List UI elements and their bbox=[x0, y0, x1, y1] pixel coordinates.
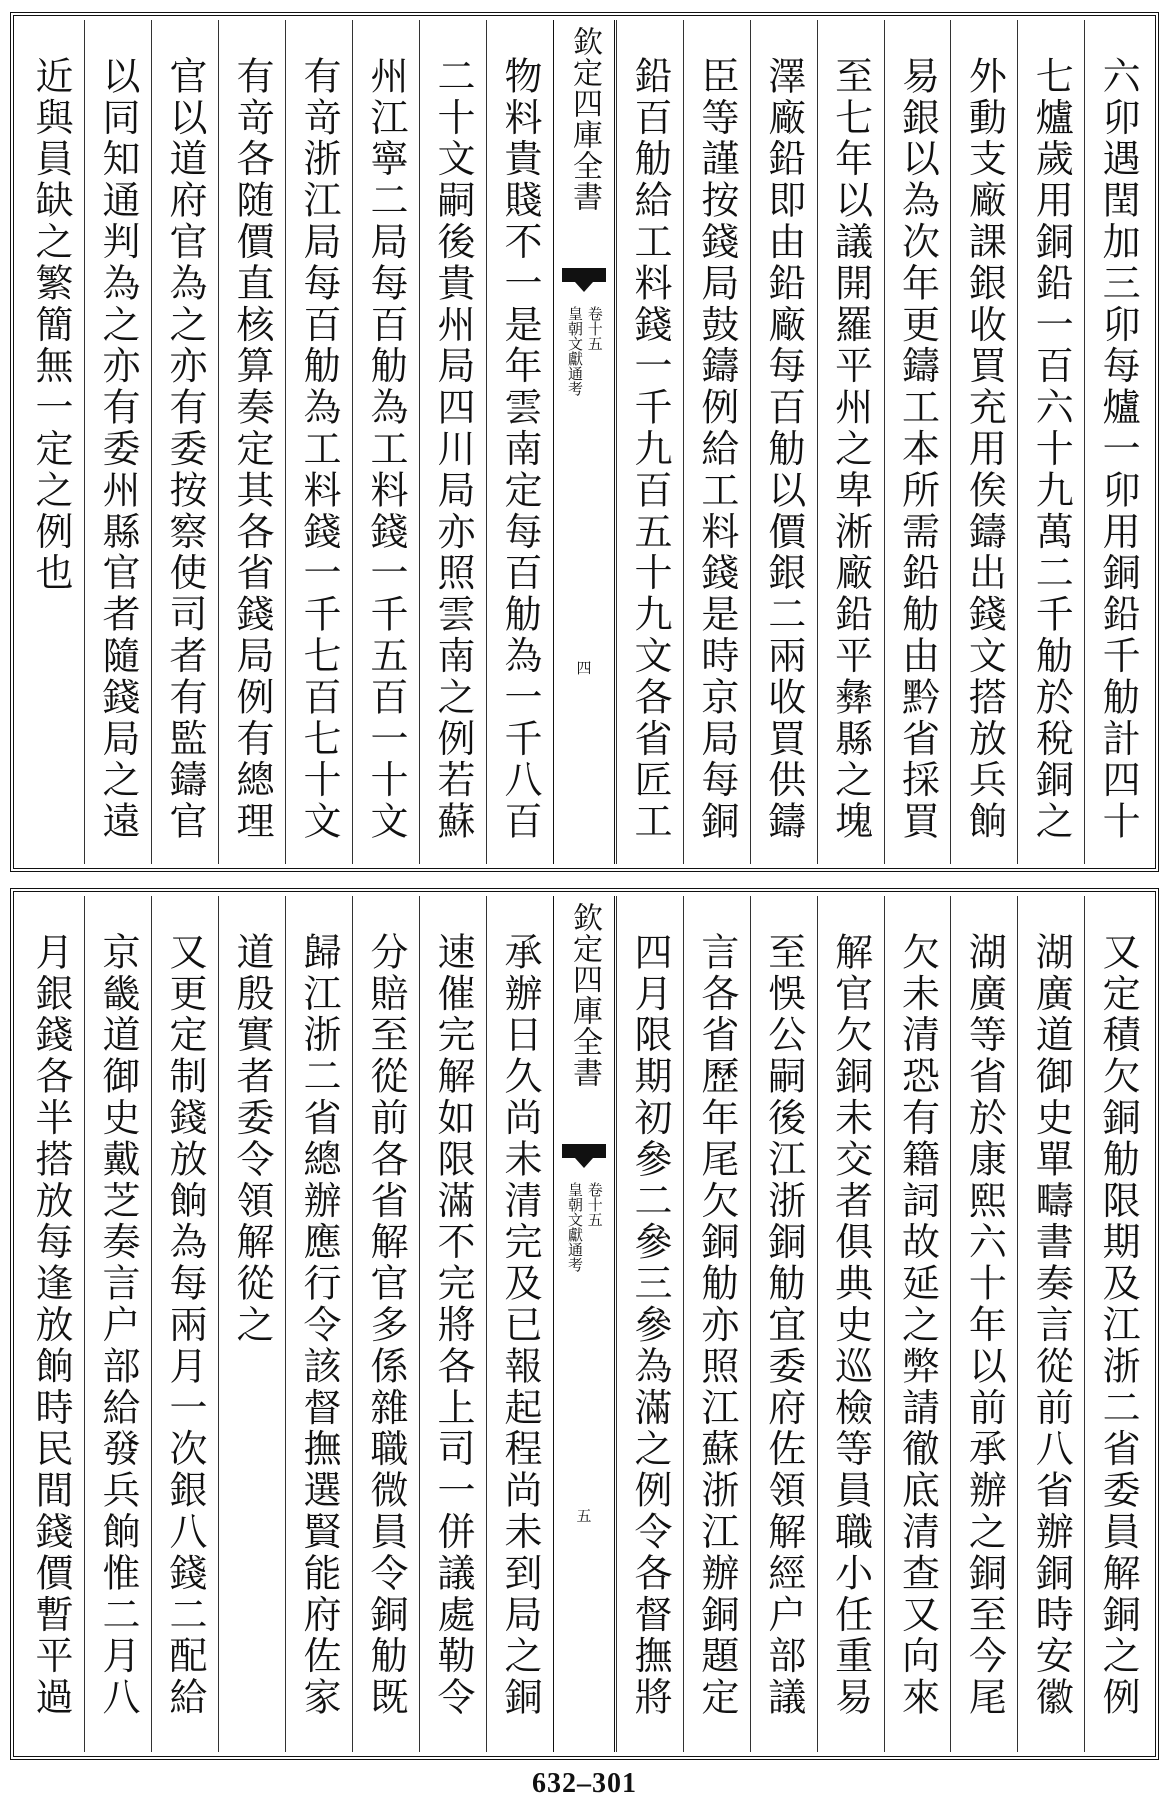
spine-title: 欽定四庫全書 bbox=[567, 902, 602, 1088]
text-column bbox=[285, 896, 352, 1752]
text-column bbox=[84, 896, 151, 1752]
top-page bbox=[10, 12, 1159, 872]
text-column bbox=[352, 896, 419, 1752]
column-text: 外動支廠課銀收買充用俟鑄出錢文搭放兵餉 bbox=[962, 56, 1007, 843]
text-column bbox=[950, 20, 1017, 864]
text-column bbox=[950, 896, 1017, 1752]
text-column bbox=[1017, 896, 1084, 1752]
column-text: 道殷實者委令領解從之 bbox=[230, 932, 274, 1346]
text-column bbox=[151, 896, 218, 1752]
text-column bbox=[683, 20, 750, 864]
column-text: 官以道府官為之亦有委按察使司者有監鑄官 bbox=[163, 56, 207, 843]
text-column bbox=[750, 896, 817, 1752]
column-text: 六卯遇閏加三卯每爐一卯用銅鉛千觔計四十 bbox=[1096, 56, 1141, 843]
column-text: 湖廣等省於康熙六十年以前承辦之銅至今尾 bbox=[962, 932, 1007, 1719]
text-column bbox=[352, 20, 419, 864]
column-text: 言各省歷年尾欠銅觔亦照江蘇浙江辦銅題定 bbox=[694, 932, 739, 1719]
center-spine bbox=[553, 20, 615, 864]
text-column bbox=[18, 20, 84, 864]
column-text: 月銀錢各半搭放每逢放餉時民間錢價暫平過 bbox=[29, 932, 73, 1719]
spine-subtitle bbox=[554, 306, 614, 396]
column-text: 承辦日久尚未清完及已報起程尚未到局之銅 bbox=[498, 932, 542, 1719]
text-column bbox=[84, 20, 151, 864]
spine-leaf-number: 五 bbox=[574, 1508, 593, 1523]
spine-volume: 卷十五 bbox=[585, 306, 604, 351]
text-column bbox=[1084, 20, 1151, 864]
spine-title: 欽定四庫全書 bbox=[567, 26, 602, 212]
column-text: 欠未清恐有籍詞故延之弊請徹底清查又向來 bbox=[895, 932, 940, 1719]
column-text: 鉛百觔給工料錢一千九百五十九文各省匠工 bbox=[627, 56, 672, 843]
column-text: 近與員缺之繁簡無一定之例也 bbox=[29, 56, 73, 595]
text-column bbox=[1017, 20, 1084, 864]
center-spine bbox=[553, 896, 615, 1752]
column-text: 有竒各随價直核算奏定其各省錢局例有總理 bbox=[230, 56, 274, 843]
bottom-page bbox=[10, 888, 1159, 1760]
text-column bbox=[218, 20, 285, 864]
spine-leaf-number: 四 bbox=[574, 660, 593, 675]
top-right-text-block bbox=[616, 20, 1151, 864]
text-column bbox=[419, 20, 486, 864]
column-text: 州江寧二局每百觔為工料錢一千五百一十文 bbox=[364, 56, 408, 843]
column-text: 歸江浙二省總辦應行令該督撫選賢能府佐家 bbox=[297, 932, 341, 1719]
text-column bbox=[616, 20, 683, 864]
text-column bbox=[419, 896, 486, 1752]
column-text: 以同知通判為之亦有委州縣官者隨錢局之遠 bbox=[96, 56, 140, 843]
spine-volume: 卷十五 bbox=[585, 1182, 604, 1227]
text-column bbox=[486, 20, 553, 864]
top-left-text-block bbox=[18, 20, 553, 864]
text-column bbox=[683, 896, 750, 1752]
bottom-left-text-block bbox=[18, 896, 553, 1752]
text-column bbox=[285, 20, 352, 864]
text-column bbox=[884, 20, 951, 864]
text-column bbox=[1084, 896, 1151, 1752]
column-text: 又定積欠銅觔限期及江浙二省委員解銅之例 bbox=[1096, 932, 1141, 1719]
column-text: 二十文嗣後貴州局四川局亦照雲南之例若蘇 bbox=[431, 56, 475, 843]
column-text: 速催完解如限滿不完將各上司一併議處勒令 bbox=[431, 932, 475, 1719]
text-column bbox=[486, 896, 553, 1752]
text-column bbox=[884, 896, 951, 1752]
column-text: 至七年以議開羅平州之卑淅廠鉛平彝縣之塊 bbox=[828, 56, 873, 843]
column-text: 分賠至從前各省解官多係雜職微員令銅觔既 bbox=[364, 932, 408, 1719]
fishtail-mark bbox=[562, 268, 606, 282]
column-text: 七爐歲用銅鉛一百六十九萬二千觔於稅銅之 bbox=[1029, 56, 1074, 843]
column-text: 易銀以為次年更鑄工本所需鉛觔由黔省採買 bbox=[895, 56, 940, 843]
text-column bbox=[151, 20, 218, 864]
column-text: 湖廣道御史單疇書奏言從前八省辦銅時安徽 bbox=[1029, 932, 1074, 1719]
text-column bbox=[616, 896, 683, 1752]
column-text: 物料貴賤不一是年雲南定每百觔為一千八百 bbox=[498, 56, 542, 843]
column-text: 四月限期初參二參三參為滿之例令各督撫將 bbox=[627, 932, 672, 1719]
text-column bbox=[18, 896, 84, 1752]
column-text: 澤廠鉛即由鉛廠每百觔以價銀二兩收買供鑄 bbox=[761, 56, 806, 843]
text-column bbox=[218, 896, 285, 1752]
text-column bbox=[817, 896, 884, 1752]
bottom-right-text-block bbox=[616, 896, 1151, 1752]
fishtail-mark bbox=[562, 1144, 606, 1158]
column-text: 又更定制錢放餉為每兩月一次銀八錢二配給 bbox=[163, 932, 207, 1719]
spine-book-title: 皇朝文獻通考 bbox=[566, 1182, 584, 1272]
column-text: 至悞公嗣後江浙銅觔宜委府佐領解經户部議 bbox=[761, 932, 806, 1719]
column-text: 有竒浙江局每百觔為工料錢一千七百七十文 bbox=[297, 56, 341, 843]
column-text: 臣等謹按錢局鼓鑄例給工料錢是時京局每銅 bbox=[694, 56, 739, 843]
column-text: 京畿道御史戴芝奏言户部給發兵餉惟二月八 bbox=[96, 932, 140, 1719]
spine-subtitle bbox=[554, 1182, 614, 1272]
page-number: 632–301 bbox=[532, 1768, 637, 1799]
column-text: 解官欠銅未交者俱典史巡檢等員職小任重易 bbox=[828, 932, 873, 1719]
text-column bbox=[750, 20, 817, 864]
spine-book-title: 皇朝文獻通考 bbox=[566, 306, 584, 396]
text-column bbox=[817, 20, 884, 864]
